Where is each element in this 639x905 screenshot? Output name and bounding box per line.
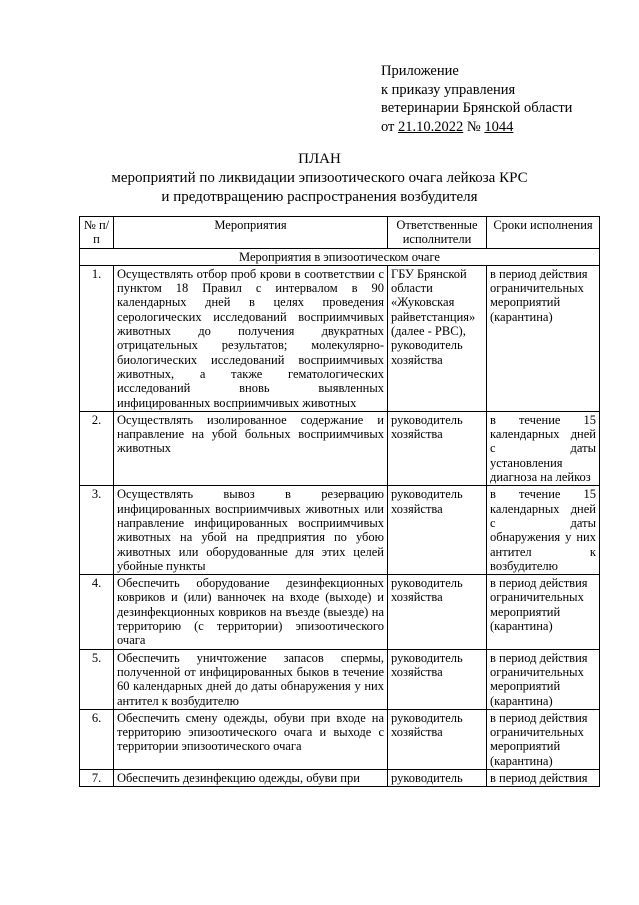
header-measure: Мероприятия bbox=[114, 217, 388, 249]
title-line-3: и предотвращению распространения возбудителя bbox=[161, 189, 478, 205]
row-num: 6. bbox=[80, 709, 114, 769]
header-num: № п/п bbox=[80, 217, 114, 249]
appendix-line-3: ветеринарии Брянской области bbox=[381, 100, 573, 116]
order-date: 21.10.2022 bbox=[398, 118, 464, 135]
table-row bbox=[80, 649, 600, 709]
row-deadline: в период действия ограничительных мероприятий (карантина) bbox=[487, 575, 600, 649]
table-row bbox=[80, 709, 600, 769]
row-num: 2. bbox=[80, 411, 114, 485]
row-responsible: руководитель хозяйства bbox=[388, 411, 487, 485]
document-title bbox=[0, 150, 639, 207]
table-header-row bbox=[80, 217, 600, 249]
row-responsible: руководитель хозяйства bbox=[388, 575, 487, 649]
row-measure: Осуществлять отбор проб крови в соответствии с пунктом 18 Правил с интервалом в 90 календарных дней в целях проведения серологических исследований восприимчивых животных до получения двукратных отрицательных результатов; молекулярно-биологических исследований восприимчивых животных, а также гематологических исследований вновь выявленных инфицированных восприимчивых животных bbox=[114, 265, 388, 411]
row-responsible: руководитель bbox=[388, 769, 487, 786]
section-title: Мероприятия в эпизоотическом очаге bbox=[80, 248, 600, 265]
row-measure: Обеспечить смену одежды, обуви при входе на территорию эпизоотического очага и выходе с территории эпизоотического очага bbox=[114, 709, 388, 769]
row-measure: Обеспечить уничтожение запасов спермы, полученной от инфицированных быков в течение 60 календарных дней до даты обнаружения у них антител к возбудителю bbox=[114, 649, 388, 709]
row-measure: Обеспечить дезинфекцию одежды, обуви при bbox=[114, 769, 388, 786]
row-deadline: в период действия ограничительных мероприятий (карантина) bbox=[487, 709, 600, 769]
row-num: 3. bbox=[80, 486, 114, 575]
row-deadline: в течение 15 календарных дней с даты установления диагноза на лейкоз bbox=[487, 411, 600, 485]
row-num: 4. bbox=[80, 575, 114, 649]
row-deadline: в течение 15 календарных дней с даты обнаружения у них антител к возбудителю bbox=[487, 486, 600, 575]
number-prefix: № bbox=[466, 118, 481, 135]
header-responsible: Ответственные исполнители bbox=[388, 217, 487, 249]
row-deadline: в период действия ограничительных мероприятий (карантина) bbox=[487, 265, 600, 411]
measures-table bbox=[79, 216, 600, 787]
order-number: 1044 bbox=[484, 118, 514, 135]
appendix-line-2: к приказу управления bbox=[381, 81, 516, 98]
header-deadline: Сроки исполнения bbox=[487, 217, 600, 249]
table-row bbox=[80, 265, 600, 411]
row-num: 5. bbox=[80, 649, 114, 709]
section-row bbox=[80, 248, 600, 265]
row-measure: Осуществлять вывоз в резервацию инфицированных восприимчивых животных или направление инфицированных восприимчивых животных на убой на предприятия по убою животных или оборудованные для этих целей убойные пункты bbox=[114, 486, 388, 575]
table-row bbox=[80, 769, 600, 786]
date-prefix: от bbox=[381, 118, 395, 135]
row-responsible: ГБУ Брянской области «Жуковская райветстанция» (далее - РВС), руководитель хозяйства bbox=[388, 265, 487, 411]
row-responsible: руководитель хозяйства bbox=[388, 649, 487, 709]
row-responsible: руководитель хозяйства bbox=[388, 709, 487, 769]
row-responsible: руководитель хозяйства bbox=[388, 486, 487, 575]
title-line-1: ПЛАН bbox=[298, 151, 341, 167]
row-measure: Обеспечить оборудование дезинфекционных ковриков и (или) ванночек на входе (выходе) и дезинфекционных ковриков на въезде (выезде) на территорию (с территории) эпизоотического очага bbox=[114, 575, 388, 649]
table-row bbox=[80, 411, 600, 485]
row-num: 1. bbox=[80, 265, 114, 411]
row-measure: Осуществлять изолированное содержание и направление на убой больных восприимчивых животных bbox=[114, 411, 388, 485]
title-line-2: мероприятий по ликвидации эпизоотического очага лейкоза КРС bbox=[111, 170, 528, 186]
row-num: 7. bbox=[80, 769, 114, 786]
appendix-line-1: Приложение bbox=[381, 63, 459, 79]
appendix-block bbox=[381, 62, 572, 136]
row-deadline: в период действия bbox=[487, 769, 600, 786]
table-row bbox=[80, 575, 600, 649]
table-row bbox=[80, 486, 600, 575]
row-deadline: в период действия ограничительных мероприятий (карантина) bbox=[487, 649, 600, 709]
appendix-order-ref bbox=[381, 118, 572, 137]
